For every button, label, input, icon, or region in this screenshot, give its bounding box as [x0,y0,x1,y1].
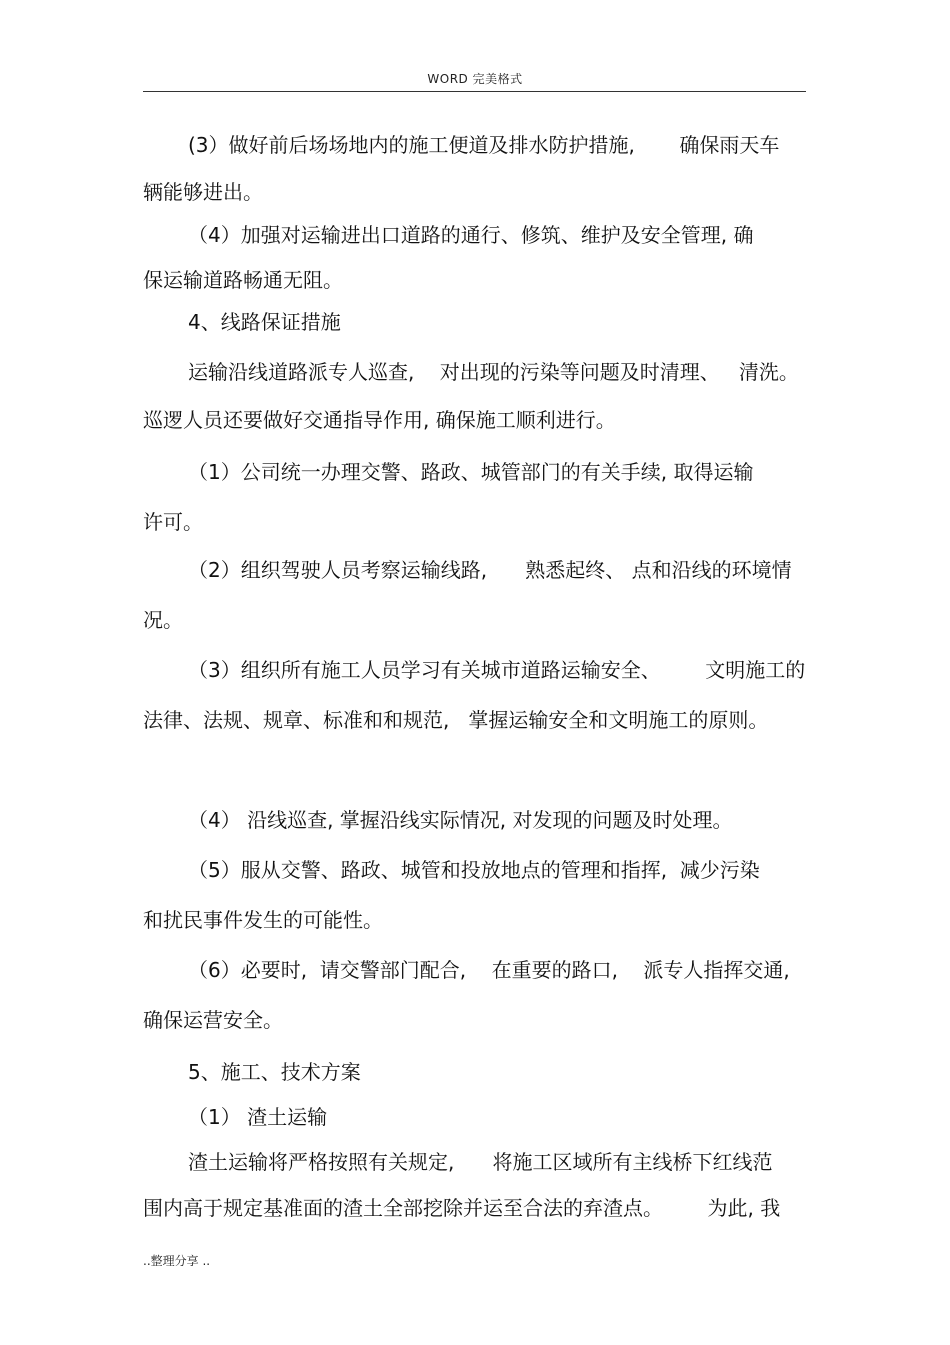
body-line: 和扰民事件发生的可能性。 [143,908,383,932]
page-footer: ..整理分享 .. [143,1254,211,1268]
body-line: 确保运营安全。 [143,1008,283,1032]
body-line: 况。 [143,608,183,632]
subsection-heading: （1） 渣土运输 [188,1105,328,1129]
body-line: 围内高于规定基准面的渣土全部挖除并运至合法的弃渣点。 为此, 我 [143,1196,781,1220]
body-line: （3）组织所有施工人员学习有关城市道路运输安全、 文明施工的 [188,658,806,682]
page-header: WORD 完美格式 [427,72,523,86]
body-line: (3）做好前后场场地内的施工便道及排水防护措施, 确保雨天车 [188,133,780,157]
body-line: 渣土运输将严格按照有关规定, 将施工区域所有主线桥下红线范 [188,1150,773,1174]
header-divider [143,91,806,92]
body-line: （1）公司统一办理交警、路政、城管部门的有关手续, 取得运输 [188,460,754,484]
body-line: 许可。 [143,510,203,534]
body-line: 辆能够进出。 [143,180,263,204]
section-heading: 4、线路保证措施 [188,310,341,334]
body-line: （2）组织驾驶人员考察运输线路, 熟悉起终、 点和沿线的环境情 [188,558,792,582]
body-line: 巡逻人员还要做好交通指导作用, 确保施工顺利进行。 [143,408,616,432]
body-line: （6）必要时, 请交警部门配合, 在重要的路口, 派专人指挥交通, [188,958,790,982]
body-line: （4）加强对运输进出口道路的通行、修筑、维护及安全管理, 确 [188,223,754,247]
body-line: 运输沿线道路派专人巡查, 对出现的污染等问题及时清理、 清洗。 [188,360,799,384]
body-line: （5）服从交警、路政、城管和投放地点的管理和指挥, 减少污染 [188,858,760,882]
body-line: 法律、法规、规章、标准和和规范, 掌握运输安全和文明施工的原则。 [143,708,769,732]
body-line: 保运输道路畅通无阻。 [143,268,343,292]
body-line: （4） 沿线巡查, 掌握沿线实际情况, 对发现的问题及时处理。 [188,808,733,832]
section-heading: 5、施工、技术方案 [188,1060,361,1084]
